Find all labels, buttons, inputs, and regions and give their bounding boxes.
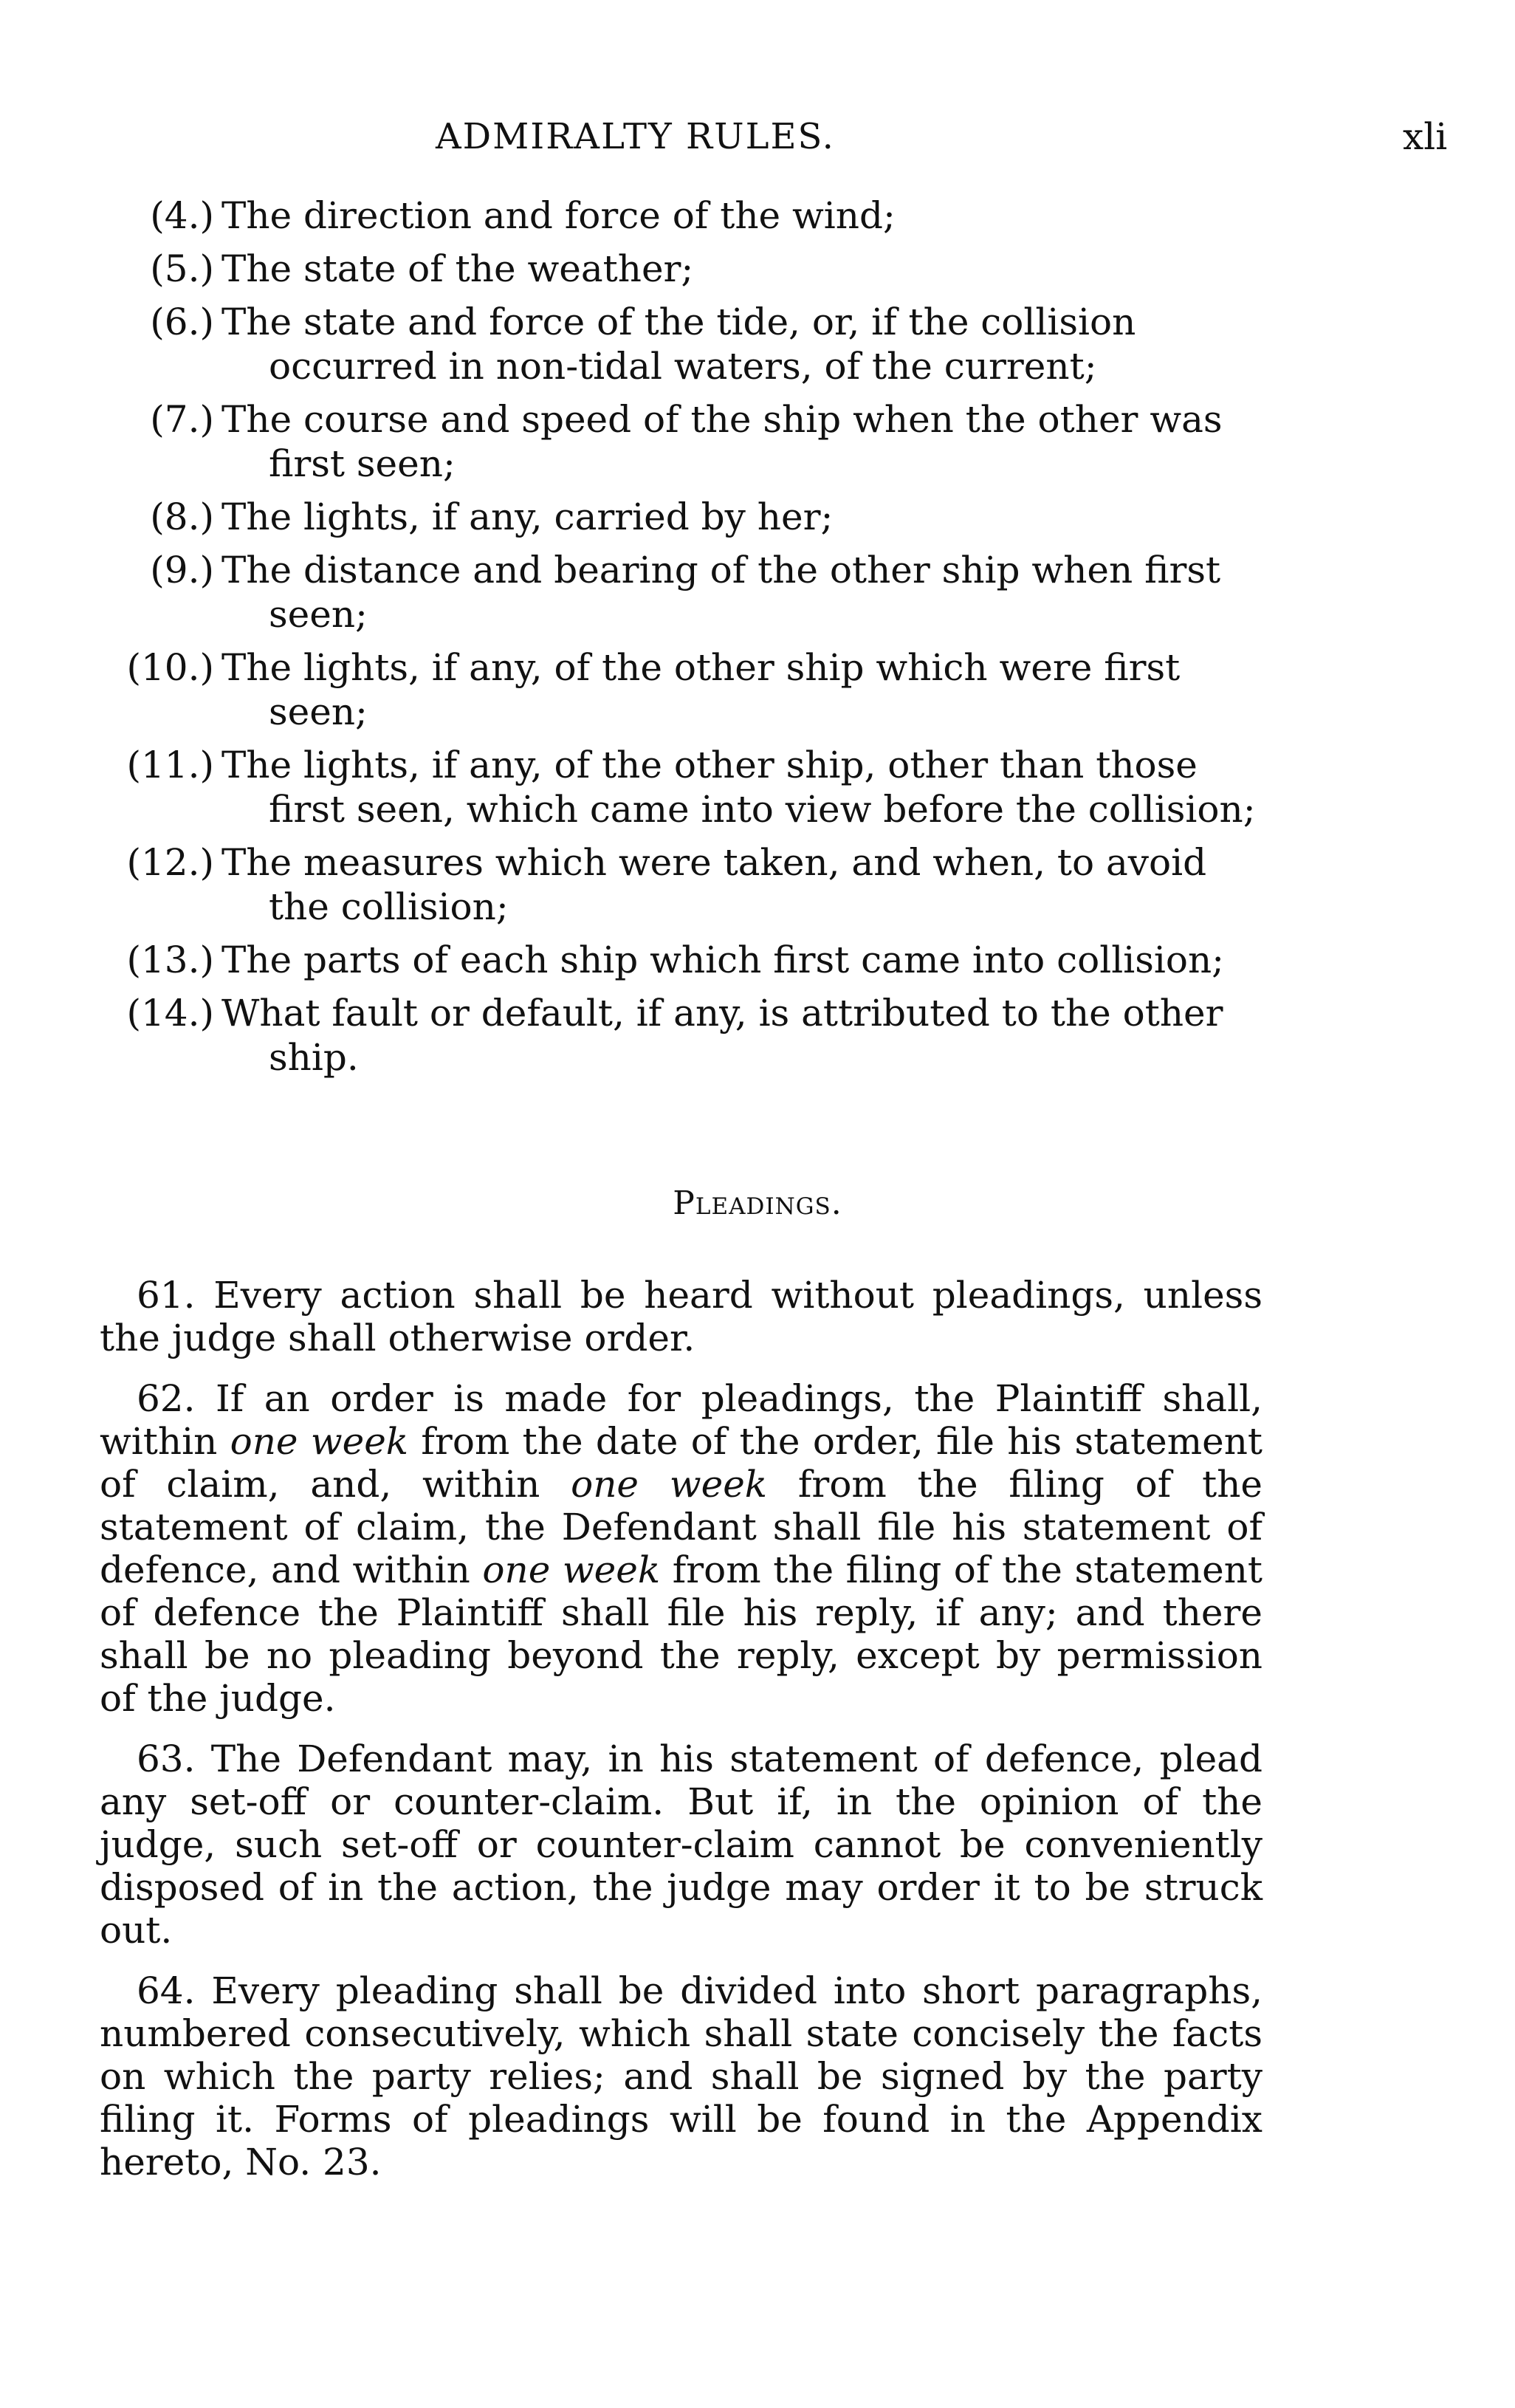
list-item <box>111 938 1262 982</box>
list-item-text: The state of the weather; <box>221 247 694 290</box>
list-item <box>111 247 1262 291</box>
rule-62-emphasis: one week <box>482 1548 661 1591</box>
list-item-number: (8.) <box>150 495 214 538</box>
list-item-text: The parts of each ship which first came into collision; <box>221 939 1225 981</box>
list-item <box>111 991 1262 1080</box>
rule-62 <box>100 1377 1262 1720</box>
list-item <box>111 300 1262 388</box>
particulars-list <box>111 193 1262 1088</box>
list-item-number: (4.) <box>150 194 214 237</box>
list-item-text: The measures which were taken, and when, to avoid the collision; <box>221 841 1207 928</box>
list-item-text: The lights, if any, of the other ship, other than those first seen, which came into view before the collision; <box>221 744 1256 831</box>
rule-62-text: from the date of the order, file his statement of claim, and, within <box>100 1420 1262 1506</box>
list-item-text: The lights, if any, carried by her; <box>221 495 834 538</box>
list-item <box>111 840 1262 929</box>
list-item-number: (9.) <box>150 549 214 591</box>
list-item-text: What fault or default, if any, is attributed to the other ship. <box>221 992 1223 1079</box>
rule-63: 63. The Defendant may, in his statement of defence, plead any set-off or counter-claim. But if, in the opinion of the judge, such set-off or counter-claim cannot be conveniently disposed of in the action, the judge may order it to be struck out. <box>100 1738 1262 1952</box>
section-heading-pleadings: Pleadings. <box>673 1184 842 1222</box>
list-item-text: The direction and force of the wind; <box>221 194 896 237</box>
list-item <box>111 548 1262 637</box>
rule-62-text: from the filing of the statement of claim, the Defendant shall file his statement of defence, and within <box>100 1463 1262 1591</box>
rule-62-text: 62. If an order is made for pleadings, the Plaintiff shall, within <box>100 1377 1262 1463</box>
rules-body <box>100 1274 1262 2201</box>
list-item-number: (5.) <box>150 247 214 290</box>
list-item <box>111 495 1262 539</box>
list-item-number: (12.) <box>126 841 214 884</box>
list-item-text: The state and force of the tide, or, if the collision occurred in non-tidal waters, of the current; <box>221 301 1136 388</box>
running-head <box>0 111 1515 162</box>
list-item-number: (7.) <box>150 398 214 441</box>
list-item-number: (14.) <box>126 992 214 1035</box>
rule-61: 61. Every action shall be heard without pleadings, unless the judge shall otherwise order. <box>100 1274 1262 1359</box>
list-item <box>111 193 1262 238</box>
list-item-number: (6.) <box>150 301 214 343</box>
rule-64: 64. Every pleading shall be divided into short paragraphs, numbered consecutively, which shall state concisely the facts on which the party relies; and shall be signed by the party filing it. Forms of pleadings will be found in the Appendix hereto, No. 23. <box>100 1969 1262 2184</box>
list-item-number: (11.) <box>126 744 214 786</box>
rule-62-emphasis: one week <box>230 1420 409 1463</box>
list-item-number: (13.) <box>126 939 214 981</box>
running-title: ADMIRALTY RULES. <box>436 116 835 157</box>
list-item-text: The distance and bearing of the other ship when first seen; <box>221 549 1221 636</box>
list-item <box>111 397 1262 486</box>
list-item-text: The lights, if any, of the other ship which were first seen; <box>221 646 1181 733</box>
list-item-text: The course and speed of the ship when the other was first seen; <box>221 398 1223 485</box>
rule-62-emphasis: one week <box>571 1463 768 1506</box>
list-item <box>111 645 1262 734</box>
page-number: xli <box>1403 115 1448 158</box>
list-item <box>111 743 1262 831</box>
list-item-number: (10.) <box>126 646 214 689</box>
rule-62-text: from the filing of the statement of defence the Plaintiff shall file his reply, if any; and there shall be no pleading beyond the reply, except by permission of the judge. <box>100 1548 1262 1720</box>
